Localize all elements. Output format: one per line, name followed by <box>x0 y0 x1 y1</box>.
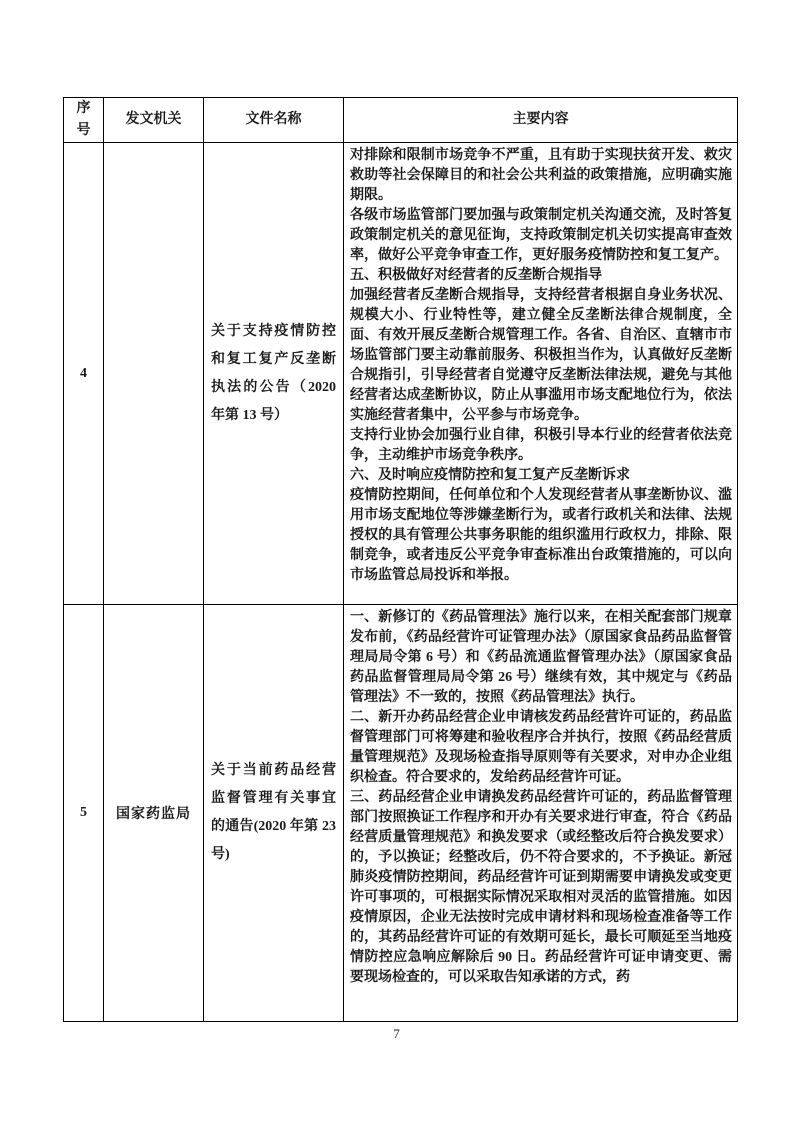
agency-cell: 国家药监局 <box>104 605 204 1022</box>
content-cell <box>344 605 738 1022</box>
content-paragraph: 各级市场监管部门要加强与政策制定机关沟通交流，及时答复政策制定机关的意见征询，支持政策制定机关切实提高审查效率，做好公平竞争审查工作，更好服务疫情防控和复工复产。 <box>350 208 732 263</box>
row-index-cell: 5 <box>64 605 104 1022</box>
content-paragraph: 三、药品经营企业申请换发药品经营许可证的，药品监督管理部门按照换证工作程序和开办有关要求进行审查，符合《药品经营质量管理规范》和换发要求（或经整改后符合换发要求）的，予以换证；经整改后，仍不符合要求的，不予换证。新冠肺炎疫情防控期间，药品经营许可证到期需要申请换发或变更许可事项的，可根据实际情况采取相对灵活的监管措施。如因疫情原因，企业无法按时完成申请材料和现场检查准备等工作的，其药品经营许可证的有效期可延长，最长可顺延至当地疫情防控应急响应解除后 90 日。药品经营许可证申请变更、需要现场检查的，可以采取告知承诺的方式，药 <box>350 790 732 985</box>
content-paragraph: 二、新开办药品经营企业申请核发药品经营许可证的，药品监督管理部门可将筹建和验收程序合并执行，按照《药品经营质量管理规范》及现场检查指导原则等有关要求，对申办企业组织检查。符合要求的，发给药品经营许可证。 <box>350 710 732 785</box>
content-paragraph: 对排除和限制市场竞争不严重，且有助于实现扶贫开发、救灾救助等社会保障目的和社会公共利益的政策措施，应明确实施期限。 <box>350 148 732 203</box>
content-cell <box>344 143 738 605</box>
doc-name-cell: 关于支持疫情防控和复工复产反垄断执法的公告（2020 年第 13 号） <box>204 143 344 605</box>
content-paragraph: 支持行业协会加强行业自律，积极引导本行业的经营者依法竞争，主动维护市场竞争秩序。 <box>350 428 732 463</box>
table-row <box>64 143 738 605</box>
table-header-row <box>64 98 738 143</box>
regulations-table <box>63 97 738 1022</box>
agency-cell <box>104 143 204 605</box>
column-header-index-label: 序号 <box>76 101 91 138</box>
column-header-index <box>64 98 104 143</box>
column-header-doc-name: 文件名称 <box>204 98 344 143</box>
row-index-cell: 4 <box>64 143 104 605</box>
column-header-content: 主要内容 <box>344 98 738 143</box>
table-row <box>64 605 738 1022</box>
doc-name-cell: 关于当前药品经营监督管理有关事宜的通告(2020 年第 23 号) <box>204 605 344 1022</box>
content-paragraph: 五、积极做好对经营者的反垄断合规指导 <box>350 268 602 283</box>
content-paragraph: 一、新修订的《药品管理法》施行以来，在相关配套部门规章发布前，《药品经营许可证管理办法》（原国家食品药品监督管理局局令第 6 号）和《药品流通监督管理办法》（原国家食品药品监督管理局局令第 26 号）继续有效，其中规定与《药品管理法》不一致的，按照《药品管理法》执行。 <box>350 610 732 705</box>
page-number: 7 <box>393 1026 400 1041</box>
content-paragraph: 六、及时响应疫情防控和复工复产反垄断诉求 <box>350 468 630 483</box>
content-paragraph: 加强经营者反垄断合规指导，支持经营者根据自身业务状况、规模大小、行业特性等，建立健全反垄断法律合规制度，全面、有效开展反垄断合规管理工作。各省、自治区、直辖市市场监管部门要主动靠前服务、积极担当作为，认真做好反垄断合规指引，引导经营者自觉遵守反垄断法律法规，避免与其他经营者达成垄断协议，防止从事滥用市场支配地位行为，依法实施经营者集中，公平参与市场竞争。 <box>350 288 732 423</box>
content-paragraph: 疫情防控期间，任何单位和个人发现经营者从事垄断协议、滥用市场支配地位等涉嫌垄断行为，或者行政机关和法律、法规授权的具有管理公共事务职能的组织滥用行政权力，排除、限制竞争，或者违反公平竞争审查标准出台政策措施的，可以向市场监管总局投诉和举报。 <box>350 488 732 583</box>
column-header-agency: 发文机关 <box>104 98 204 143</box>
